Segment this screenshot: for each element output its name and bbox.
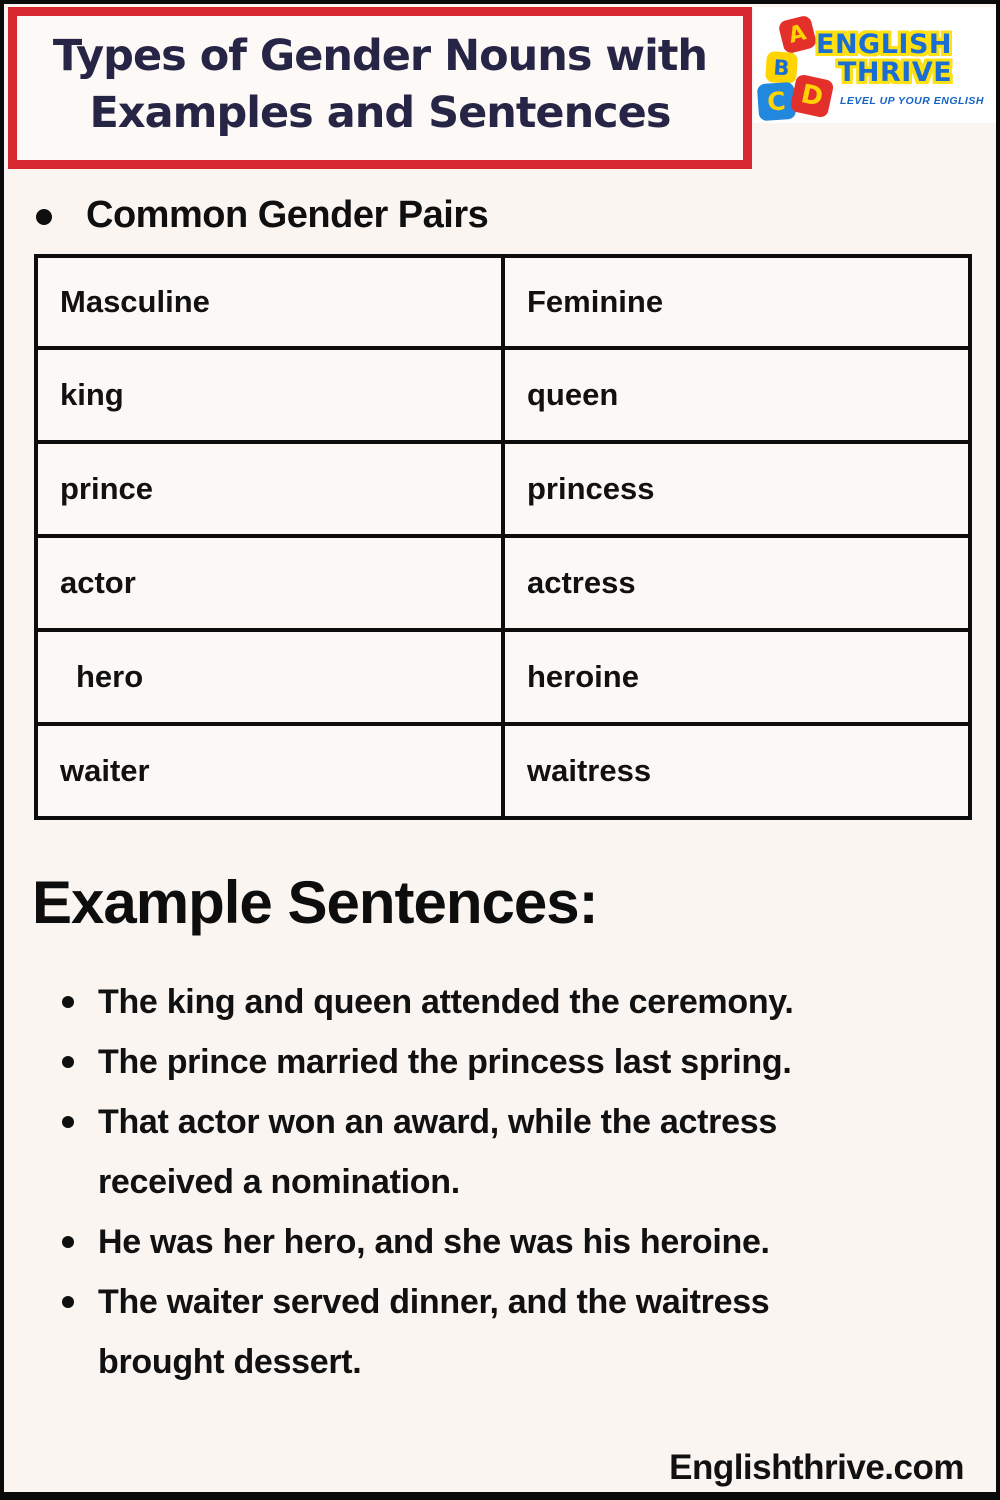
abc-block-a-icon [777,14,817,54]
table-header-row [36,256,970,348]
example-sentence-list [62,972,962,1392]
bullet-icon [36,209,52,225]
table-row [36,536,970,630]
sentence-line: That actor won an award, while the actress [98,1103,777,1141]
sentence-line: The prince married the princess last spring. [98,1043,792,1081]
bullet-icon [62,1236,74,1248]
bullet-icon [62,1116,74,1128]
page-title-line2: Examples and Sentences [89,88,671,138]
brand-tagline: LEVEL UP YOUR ENGLISH [840,95,984,107]
block-letter: D [798,79,826,113]
table-cell: waitress [503,724,970,818]
brand-name-line2: THRIVE [838,57,953,88]
table-row [36,724,970,818]
table-cell: prince [36,442,503,536]
website-footer: Englishthrive.com [669,1448,964,1487]
sentence-text [98,972,794,1032]
example-sentence [62,1032,962,1092]
sentence-line: brought dessert. [98,1343,362,1381]
sentence-line: He was her hero, and she was his heroine. [98,1223,770,1261]
gender-pairs-table [34,254,972,820]
abc-block-d-icon [789,73,834,118]
examples-heading: Example Sentences: [32,869,598,936]
sentence-text [98,1092,777,1212]
title-box [8,7,752,169]
table-row [36,442,970,536]
example-sentence [62,1212,962,1272]
masculine-column-header: Masculine [36,256,503,348]
example-sentence [62,972,962,1032]
example-sentence [62,1092,962,1212]
table-cell: heroine [503,630,970,724]
abc-block-b-icon [765,51,798,84]
table-cell: king [36,348,503,442]
bullet-icon [62,1296,74,1308]
section-title: Common Gender Pairs [86,194,489,236]
table-row [36,348,970,442]
sentence-text [98,1272,769,1392]
table-cell: queen [503,348,970,442]
bullet-icon [62,1056,74,1068]
sentence-line: The king and queen attended the ceremony. [98,983,794,1021]
brand-logo [754,7,1000,123]
sentence-line: The waiter served dinner, and the waitress [98,1283,770,1321]
sentence-line: received a nomination. [98,1163,460,1201]
section-heading [36,194,488,237]
table-cell: hero [36,630,503,724]
table-cell: actress [503,536,970,630]
page-title-line1: Types of Gender Nouns with [52,31,708,81]
feminine-column-header: Feminine [503,256,970,348]
block-letter: C [766,86,787,117]
brand-name-line1: ENGLISH [816,29,952,60]
sentence-text [98,1032,791,1092]
table-cell: actor [36,536,503,630]
table-cell: waiter [36,724,503,818]
block-letter: A [786,20,809,49]
sentence-text [98,1212,770,1272]
block-letter: B [772,54,791,81]
table-row [36,630,970,724]
bullet-icon [62,996,74,1008]
table-cell: princess [503,442,970,536]
example-sentence [62,1272,962,1392]
